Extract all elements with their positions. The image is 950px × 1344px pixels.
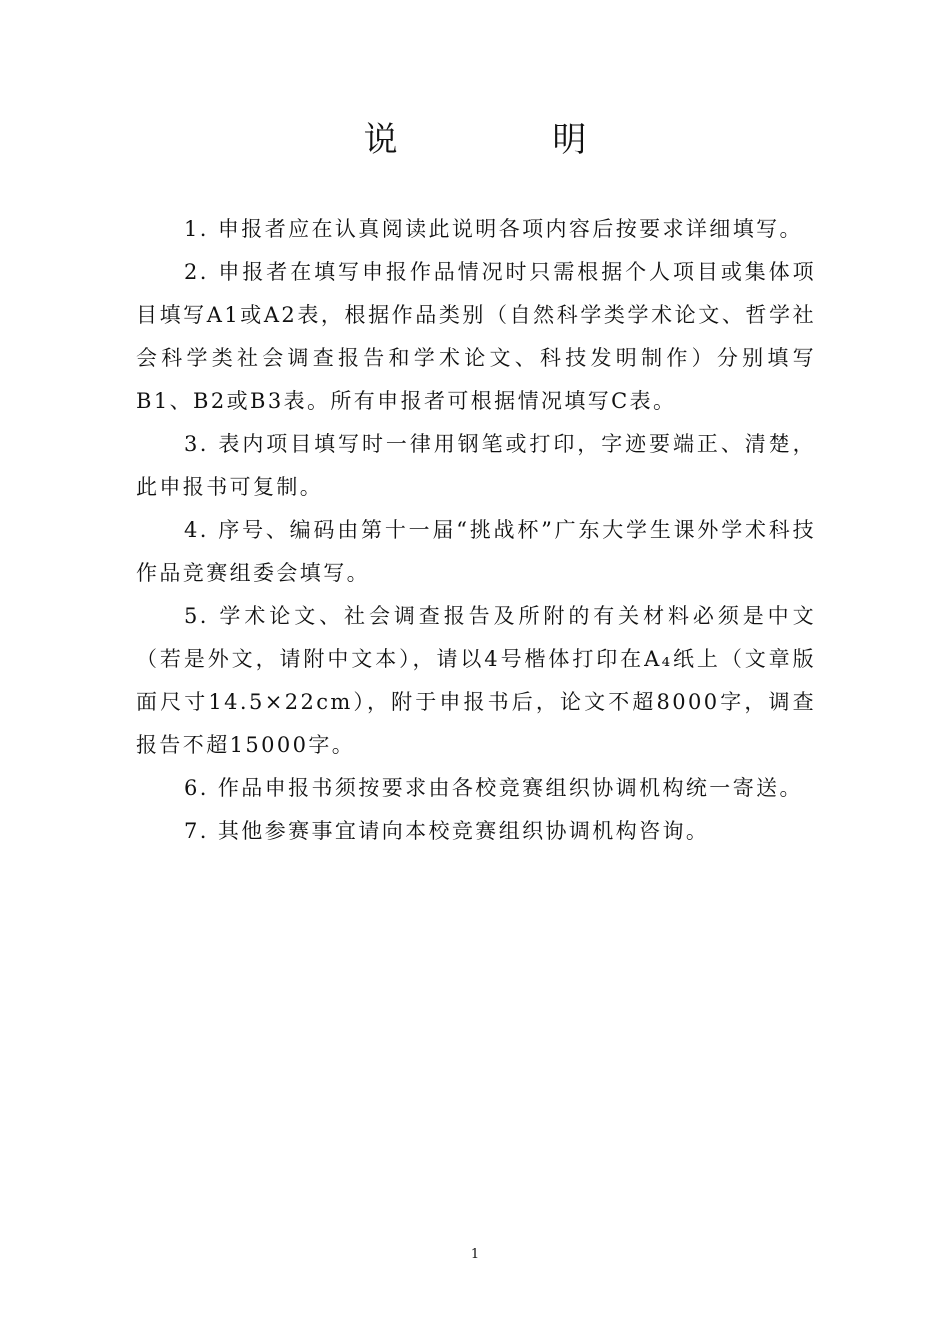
instruction-item-1: 1. 申报者应在认真阅读此说明各项内容后按要求详细填写。 bbox=[184, 217, 803, 241]
instruction-item-3: 3. 表内项目填写时一律用钢笔或打印，字迹要端正、清楚，此申报书可复制。 bbox=[136, 432, 816, 499]
page-number: 1 bbox=[470, 1247, 480, 1262]
page-title: 说 明 bbox=[363, 120, 659, 160]
instructions-body bbox=[136, 208, 816, 853]
instruction-item-7: 7. 其他参赛事宜请向本校竞赛组织协调机构咨询。 bbox=[184, 819, 710, 843]
instruction-item-2: 2. 申报者在填写申报作品情况时只需根据个人项目或集体项目填写A1或A2表，根据作品类别（自然科学类学术论文、哲学社会科学类社会调查报告和学术论文、科技发明制作）分别填写B1、B2或B3表。所有申报者可根据情况填写C表。 bbox=[136, 260, 816, 413]
instruction-item-6: 6. 作品申报书须按要求由各校竞赛组织协调机构统一寄送。 bbox=[184, 776, 803, 800]
instruction-item-4: 4. 序号、编码由第十一届“挑战杯”广东大学生课外学术科技作品竞赛组委会填写。 bbox=[136, 518, 816, 585]
instruction-item-5: 5. 学术论文、社会调查报告及所附的有关材料必须是中文（若是外文，请附中文本），请以4号楷体打印在A₄纸上（文章版面尺寸14.5×22cm），附于申报书后，论文不超8000字，调查报告不超15000字。 bbox=[136, 604, 816, 757]
